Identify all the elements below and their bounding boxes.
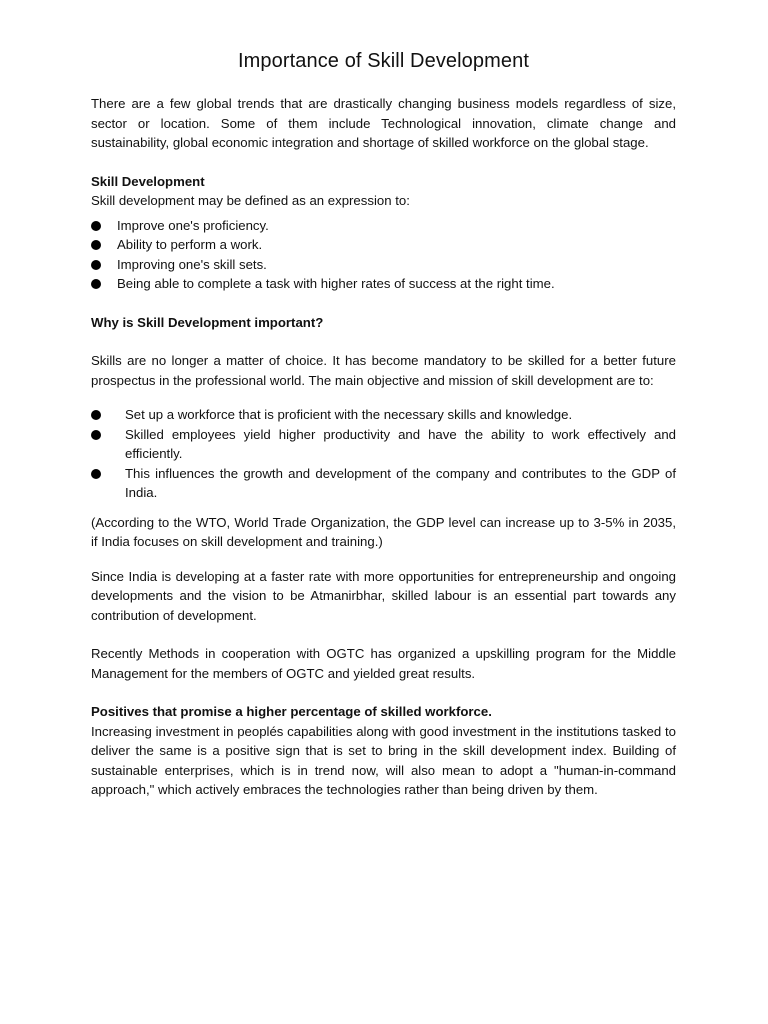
bullet-icon <box>91 221 101 231</box>
bullet-icon <box>91 410 101 420</box>
bullet-icon <box>91 240 101 250</box>
document-page <box>91 48 676 800</box>
skill-development-heading: Skill Development <box>91 173 205 189</box>
why-paragraph: Skills are no longer a matter of choice. It has become mandatory to be skilled for a better future prospectus in the professional world. The main objective and mission of skill development are to: <box>91 353 676 388</box>
skill-development-list <box>91 216 676 294</box>
why-list <box>91 405 676 503</box>
why-heading: Why is Skill Development important? <box>91 314 324 330</box>
skill-development-definition: Skill development may be defined as an expression to: <box>91 193 410 208</box>
list-item: Skilled employees yield higher productivity and have the ability to work effectively and efficiently. <box>91 425 676 464</box>
list-item: This influences the growth and development of the company and contributes to the GDP of India. <box>91 464 676 503</box>
positives-heading: Positives that promise a higher percentage of skilled workforce. <box>91 704 492 719</box>
intro-paragraph: There are a few global trends that are drastically changing business models regardless of size, sector or location. Some of them include Technological innovation, climate change and sustainability, global economic integration and shortage of skilled workforce on the global stage. <box>91 96 676 150</box>
wto-note-paragraph: (According to the WTO, World Trade Organization, the GDP level can increase up to 3-5% in 2035, if India focuses on skill development and training.) <box>91 514 676 549</box>
bullet-icon <box>91 279 101 289</box>
recent-paragraph: Recently Methods in cooperation with OGTC has organized a upskilling program for the Middle Management for the members of OGTC and yielded great results. <box>91 646 676 681</box>
positives-paragraph: Increasing investment in peoplés capabilities along with good investment in the institutions tasked to deliver the same is a positive sign that is set to bring in the skill development index. Building of sustainable enterprises, which is in trend now, will also mean to adopt a "human-in-command approach," which actively embraces the technologies rather than being driven by them. <box>91 723 676 797</box>
page-title: Importance of Skill Development <box>237 50 529 72</box>
list-item: Improving one's skill sets. <box>91 255 676 275</box>
bullet-icon <box>91 260 101 270</box>
bullet-icon <box>91 430 101 440</box>
list-item: Set up a workforce that is proficient with the necessary skills and knowledge. <box>91 405 676 425</box>
list-item: Improve one's proficiency. <box>91 216 676 236</box>
india-paragraph: Since India is developing at a faster rate with more opportunities for entrepreneurship and ongoing developments and the vision to be Atmanirbhar, skilled labour is an essential part towards any contribution of development. <box>91 568 676 623</box>
list-item: Ability to perform a work. <box>91 235 676 255</box>
bullet-icon <box>91 469 101 479</box>
list-item: Being able to complete a task with higher rates of success at the right time. <box>91 274 676 294</box>
